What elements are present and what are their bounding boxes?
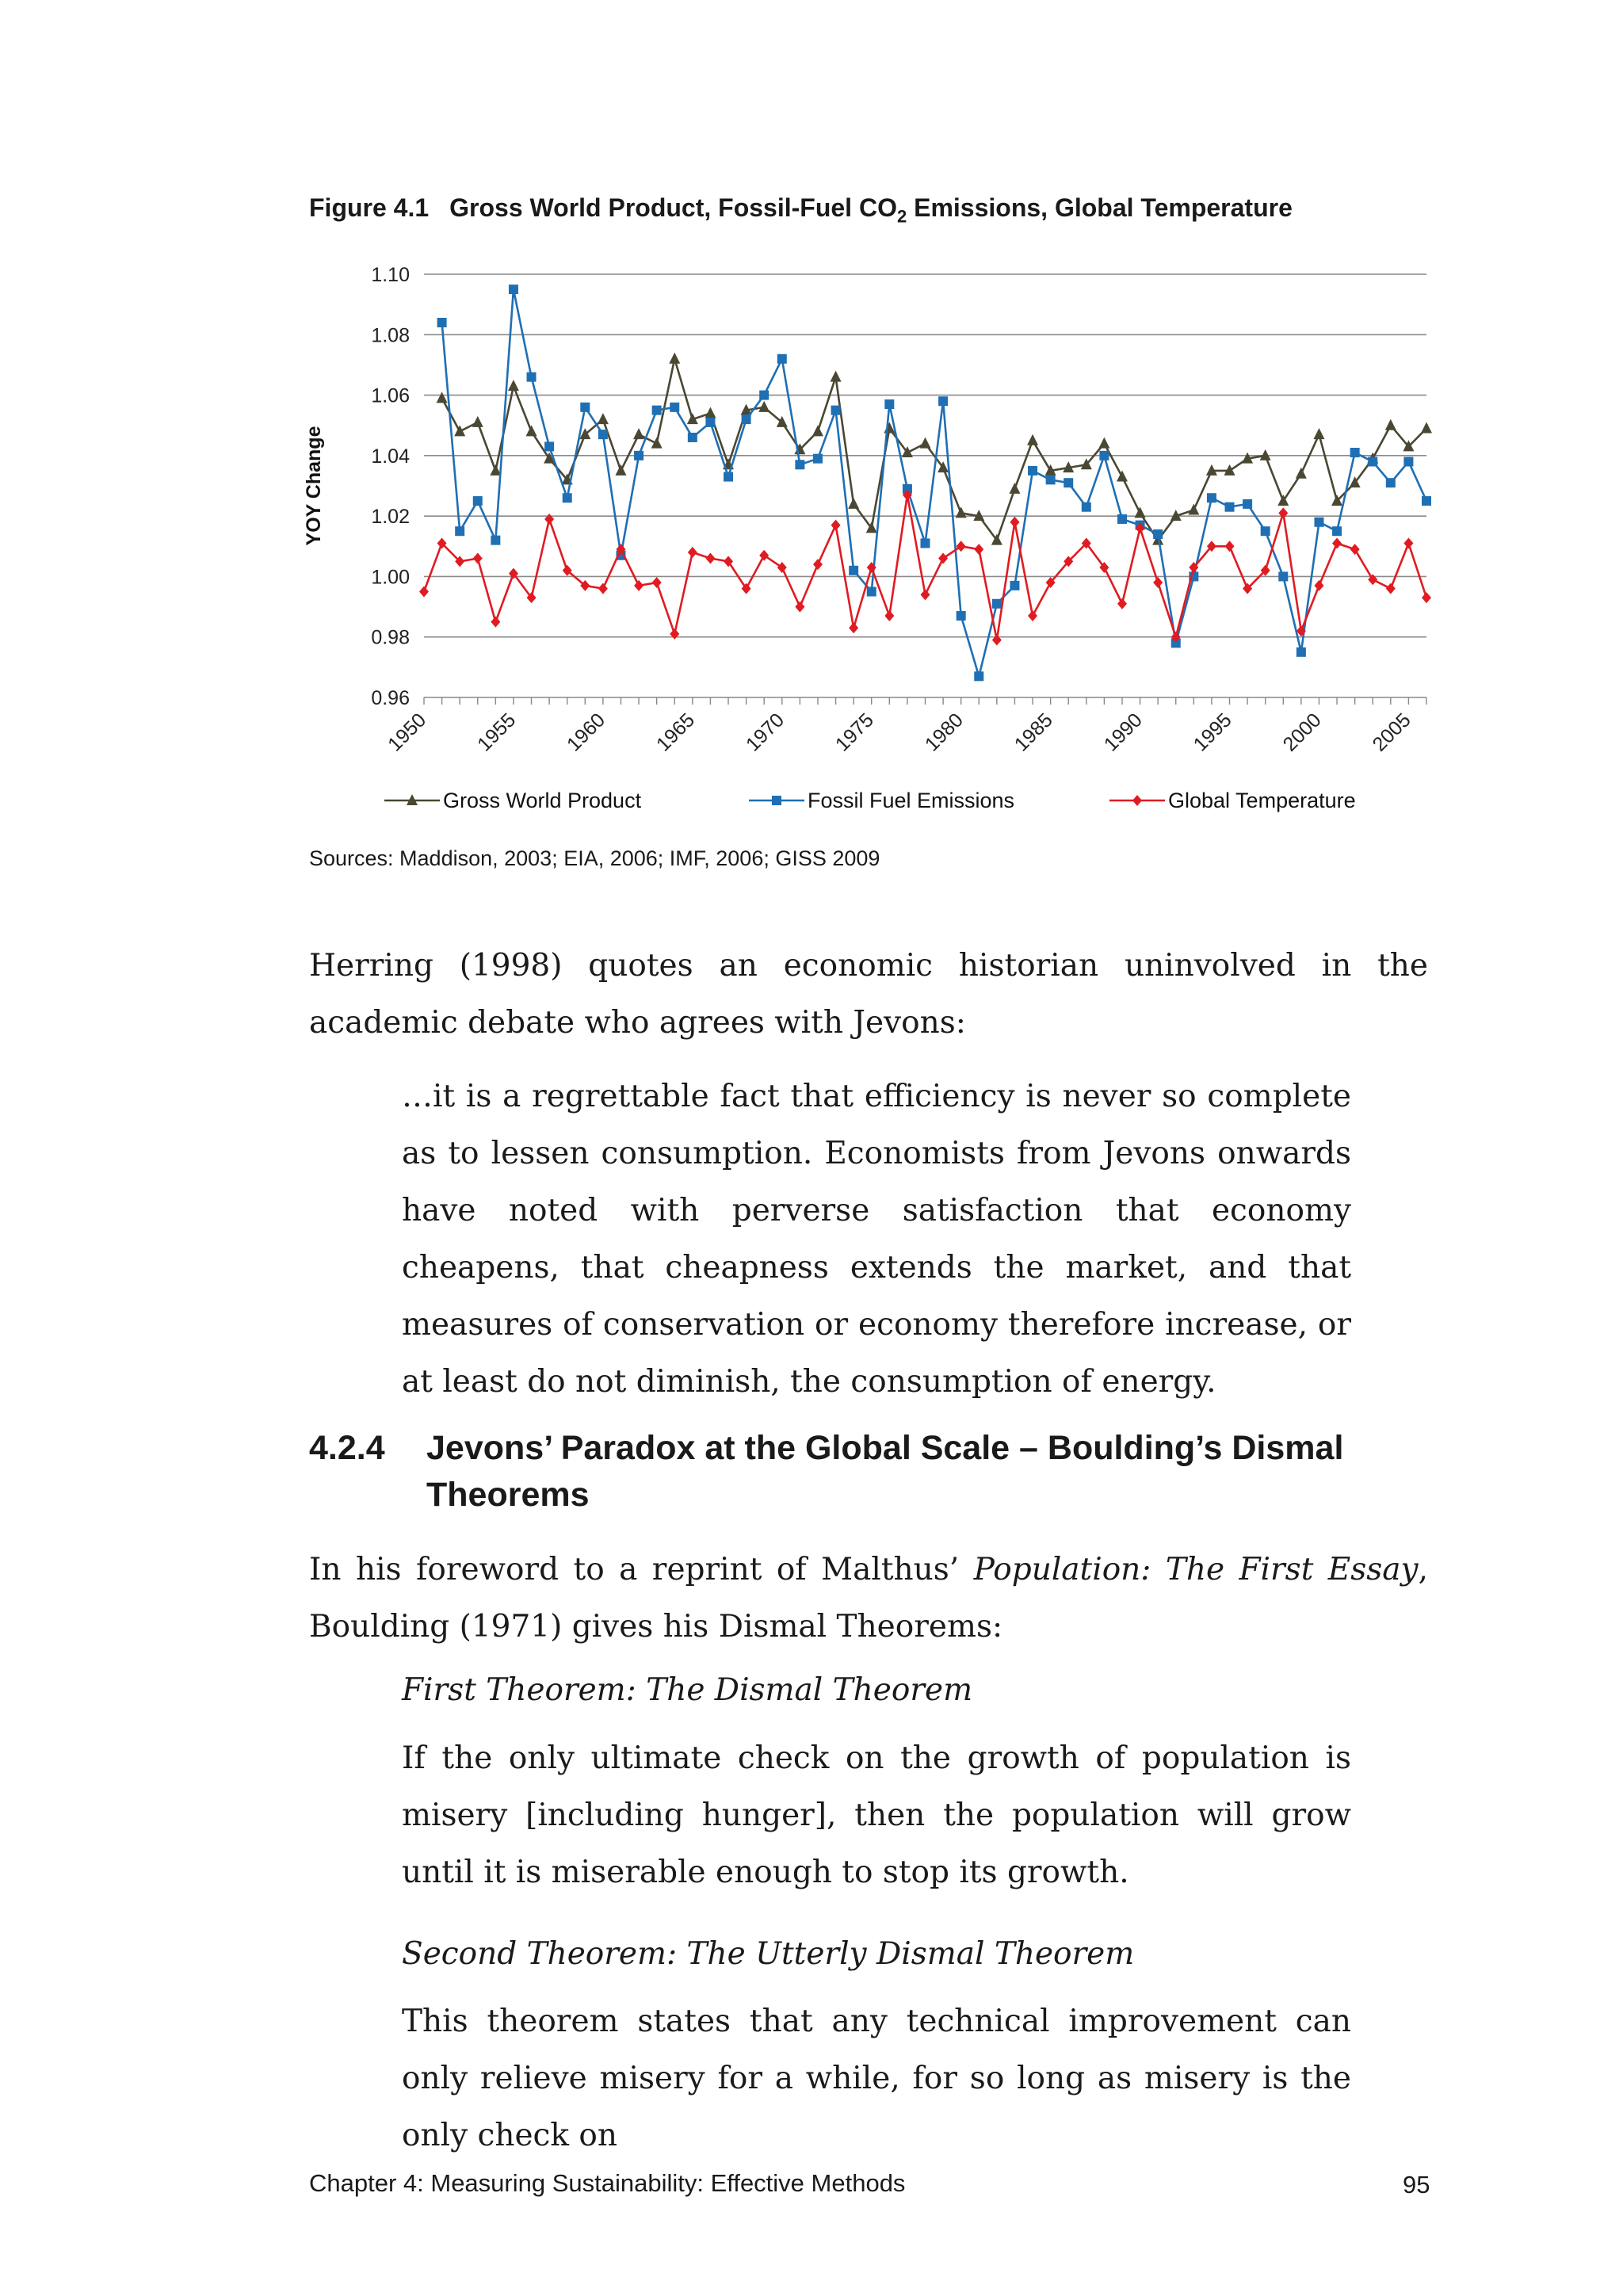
gross-world-product-point [1117,471,1128,482]
global-temperature-point [419,586,429,598]
gross-world-product-point [615,464,626,476]
gross-world-product-point [472,416,483,427]
footer-chapter: Chapter 4: Measuring Sustainability: Effective Methods [309,2169,906,2197]
gross-world-product-point [705,407,716,418]
x-tick-label: 1975 [831,709,878,756]
y-tick-label: 1.02 [371,506,410,529]
gross-world-product-point [777,416,788,427]
gross-world-product-point [1313,428,1324,439]
gross-world-product-point [831,371,842,382]
fossil-fuel-emissions-point [455,526,464,536]
section-number: 4.2.4 [309,1429,385,1467]
gross-world-product-point [956,506,967,518]
fossil-fuel-emissions-point [921,538,930,548]
body-paragraph-2 [309,1541,1428,1656]
x-tick-label: 1955 [473,709,521,756]
fossil-fuel-emissions-point [1082,502,1091,512]
y-tick-label: 0.96 [371,687,410,709]
fossil-fuel-emissions-point [884,399,894,409]
x-tick-label: 1995 [1189,709,1236,756]
figure-title-subscript: 2 [896,206,907,227]
fossil-fuel-emissions-point [670,403,679,412]
para2-text-before: In his foreword to a reprint of Malthus’ [309,1552,974,1587]
x-tick-label: 1965 [651,709,700,756]
fossil-fuel-emissions-point [795,460,804,469]
global-temperature-point [544,514,554,525]
legend-marker-fossil-fuel-emissions [772,796,781,805]
fossil-fuel-emissions-point [1332,526,1342,536]
block-quote: …it is a regrettable fact that efficiency is never so complete as to lessen consumption. Economists from Jevons onwards have noted with perverse satisfaction that economy cheapens, that cheapness extends the market, and that measures of conservation or economy therefore increase, or at least do not diminish, the consumption of energy. [402,1079,1351,1400]
fossil-fuel-emissions-point [957,611,966,621]
global-temperature-point [884,610,894,621]
gross-world-product-point [1260,449,1271,460]
gross-world-product-point [1296,468,1307,479]
book-title: Population: The First Essay [973,1552,1419,1587]
gross-world-product-point [454,425,465,436]
legend-label-global-temperature: Global Temperature [1168,789,1356,812]
figure-title-post: Emissions, Global Temperature [907,193,1293,222]
fossil-fuel-emissions-point [1225,502,1235,512]
global-temperature-point [849,622,858,633]
theorem-1-text: If the only ultimate check on the growth of population is misery [including hunger], then the population will grow until it is miserable enough to stop its growth. [402,1740,1351,1890]
fossil-fuel-emissions-point [1046,475,1056,484]
fossil-fuel-emissions-point [1314,518,1323,527]
gross-world-product-point [508,380,519,391]
fossil-fuel-emissions-point [688,433,697,442]
theorem-1-title: First Theorem: The Dismal Theorem [402,1672,973,1708]
global-temperature-point [1117,598,1127,609]
gross-world-product-point [1188,504,1199,515]
global-temperature-point [1225,541,1235,552]
body-paragraph-1: Herring (1998) quotes an economic historian uninvolved in the academic debate who agrees with Jevons: [309,948,1428,1041]
fossil-fuel-emissions-point [544,441,554,451]
figure-caption [309,193,1293,227]
gross-world-product-point [669,353,680,364]
x-tick-label: 1985 [1010,709,1057,756]
figure-title-pre: Gross World Product, Fossil-Fuel CO [449,193,897,222]
gross-world-product-point [651,437,663,449]
fossil-fuel-emissions-line [442,289,1426,676]
global-temperature-point [705,553,715,564]
gross-world-product-point [1027,434,1038,445]
fossil-fuel-emissions-point [1028,466,1037,476]
global-temperature-point [759,550,769,561]
gross-world-product-point [526,425,537,436]
figure-label: Figure 4.1 [309,193,430,222]
y-tick-label: 1.00 [371,566,410,589]
fossil-fuel-emissions-point [527,372,537,382]
gross-world-product-point [920,437,931,449]
page-number: 95 [1403,2171,1430,2199]
global-temperature-point [795,602,804,613]
fossil-fuel-emissions-point [813,454,823,464]
para2-text-after: , Boulding (1971) gives his Dismal Theorems: [309,1552,1428,1645]
fossil-fuel-emissions-point [1296,648,1306,657]
fossil-fuel-emissions-point [1422,496,1431,506]
fossil-fuel-emissions-point [777,354,787,364]
y-tick-label: 1.04 [371,445,410,468]
x-tick-label: 1990 [1099,709,1147,756]
line-chart [293,254,1442,856]
x-tick-label: 1960 [563,709,610,756]
global-temperature-point [1403,537,1413,548]
gross-world-product-point [812,425,823,436]
fossil-fuel-emissions-point [1261,526,1270,536]
fossil-fuel-emissions-point [974,671,983,681]
global-temperature-point [670,628,679,640]
global-temperature-point [813,559,823,570]
fossil-fuel-emissions-point [1153,529,1163,539]
global-temperature-point [1314,580,1323,591]
global-temperature-point [992,635,1002,646]
fossil-fuel-emissions-point [437,318,447,327]
fossil-fuel-emissions-point [1117,514,1127,524]
fossil-fuel-emissions-point [580,403,590,412]
fossil-fuel-emissions-point [1010,581,1019,590]
legend-marker-global-temperature [1132,795,1142,806]
global-temperature-point [957,541,966,552]
fossil-fuel-emissions-point [742,415,751,424]
fossil-fuel-emissions-point [1099,451,1109,460]
global-temperature-point [974,544,983,555]
legend-label-fossil-fuel-emissions: Fossil Fuel Emissions [808,789,1015,812]
fossil-fuel-emissions-point [831,406,841,415]
gross-world-product-point [633,428,644,439]
y-tick-label: 1.08 [371,324,410,347]
global-temperature-point [921,589,930,600]
x-tick-label: 2000 [1278,709,1326,756]
fossil-fuel-emissions-point [473,496,483,506]
fossil-fuel-emissions-point [867,587,876,597]
y-axis-label: YOY Change [303,426,325,546]
global-temperature-point [1153,577,1163,588]
fossil-fuel-emissions-point [724,472,733,482]
gross-world-product-point [758,401,769,412]
global-temperature-point [1028,610,1037,621]
figure-sources: Sources: Maddison, 2003; EIA, 2006; IMF, 2006; GISS 2009 [309,846,880,870]
global-temperature-point [831,520,841,531]
x-tick-label: 1970 [741,709,789,756]
y-tick-label: 1.06 [371,384,410,407]
fossil-fuel-emissions-point [1243,499,1252,509]
global-temperature-point [634,580,643,591]
global-temperature-point [1010,517,1019,528]
fossil-fuel-emissions-point [509,285,518,294]
global-temperature-point [777,562,787,573]
fossil-fuel-emissions-point [652,406,662,415]
gross-world-product-point [1009,483,1020,494]
fossil-fuel-emissions-point [1064,478,1073,487]
gross-world-product-point [437,392,448,403]
x-tick-label: 1980 [920,709,968,756]
global-temperature-point [688,547,697,558]
gross-world-product-point [598,413,609,424]
fossil-fuel-emissions-point [1207,493,1216,502]
fossil-fuel-emissions-point [1386,478,1396,487]
gross-world-product-point [1421,422,1432,434]
global-temperature-point [473,553,483,564]
fossil-fuel-emissions-point [938,396,948,406]
fossil-fuel-emissions-point [491,536,500,545]
fossil-fuel-emissions-point [563,493,572,502]
gross-world-product-point [1135,506,1146,518]
fossil-fuel-emissions-point [705,418,715,427]
global-temperature-point [598,583,608,594]
global-temperature-point [652,577,662,588]
global-temperature-point [1278,507,1288,518]
global-temperature-point [491,617,500,628]
y-tick-label: 0.98 [371,626,410,649]
gross-world-product-point [1385,419,1396,430]
gross-world-product-point [848,498,859,509]
gross-world-product-point [1098,437,1109,449]
fossil-fuel-emissions-point [1350,448,1360,457]
theorem-2-text: This theorem states that any technical improvement can only relieve misery for a while, for so long as misery is the only check on [402,2004,1351,2153]
fossil-fuel-emissions-point [992,599,1002,609]
y-tick-label: 1.10 [371,264,410,286]
fossil-fuel-emissions-point [634,451,643,460]
fossil-fuel-emissions-point [1368,457,1377,466]
section-title: Jevons’ Paradox at the Global Scale – Boulding’s Dismal Theorems [426,1429,1344,1514]
x-tick-label: 1950 [384,709,431,756]
global-temperature-point [938,553,948,564]
fossil-fuel-emissions-point [849,566,858,575]
global-temperature-point [1332,537,1342,548]
fossil-fuel-emissions-point [759,391,769,400]
global-temperature-point [1422,592,1431,603]
fossil-fuel-emissions-point [1278,571,1288,581]
global-temperature-point [1386,583,1396,594]
fossil-fuel-emissions-point [598,430,608,439]
fossil-fuel-emissions-point [1403,457,1413,466]
theorem-2-title: Second Theorem: The Utterly Dismal Theorem [402,1936,1135,1972]
legend-label-gross-world-product: Gross World Product [443,789,642,812]
x-tick-label: 2005 [1368,709,1415,756]
